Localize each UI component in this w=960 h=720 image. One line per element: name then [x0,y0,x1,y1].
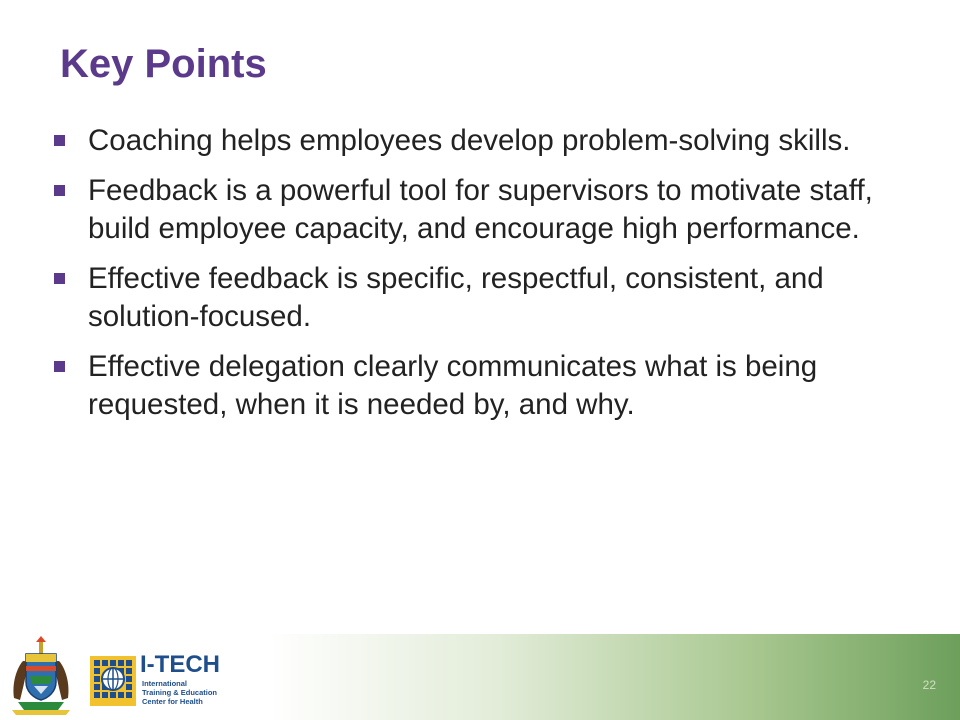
bullet-list [48,122,918,436]
square-bullet-icon [54,361,65,372]
square-bullet-icon [54,273,65,284]
itech-logo [90,652,240,708]
itech-logo-name: I-TECH [140,651,220,678]
itech-logo-mark [90,652,136,708]
bullet-item [48,348,918,424]
square-bullet-icon [54,135,65,146]
bullet-text: Effective feedback is specific, respectful, consistent, and solution-focused. [88,262,824,333]
bullet-item [48,122,918,160]
bullet-item [48,260,918,336]
bullet-text: Feedback is a powerful tool for supervisors to motivate staff, build employee capacity, and encourage high performance. [88,174,873,245]
itech-subtitle-line: Center for Health [142,697,203,706]
page-number: 22 [922,678,936,692]
itech-subtitle-line: International [142,679,188,688]
coat-of-arms-logo [6,636,76,716]
bullet-item [48,172,918,248]
itech-logo-subtitle [142,679,217,706]
itech-subtitle-line: Training & Education [142,688,218,697]
bullet-text: Coaching helps employees develop problem-solving skills. [88,124,851,157]
bullet-text: Effective delegation clearly communicates what is being requested, when it is needed by, and why. [88,350,818,421]
square-bullet-icon [54,185,65,196]
slide-title: Key Points [60,42,267,86]
